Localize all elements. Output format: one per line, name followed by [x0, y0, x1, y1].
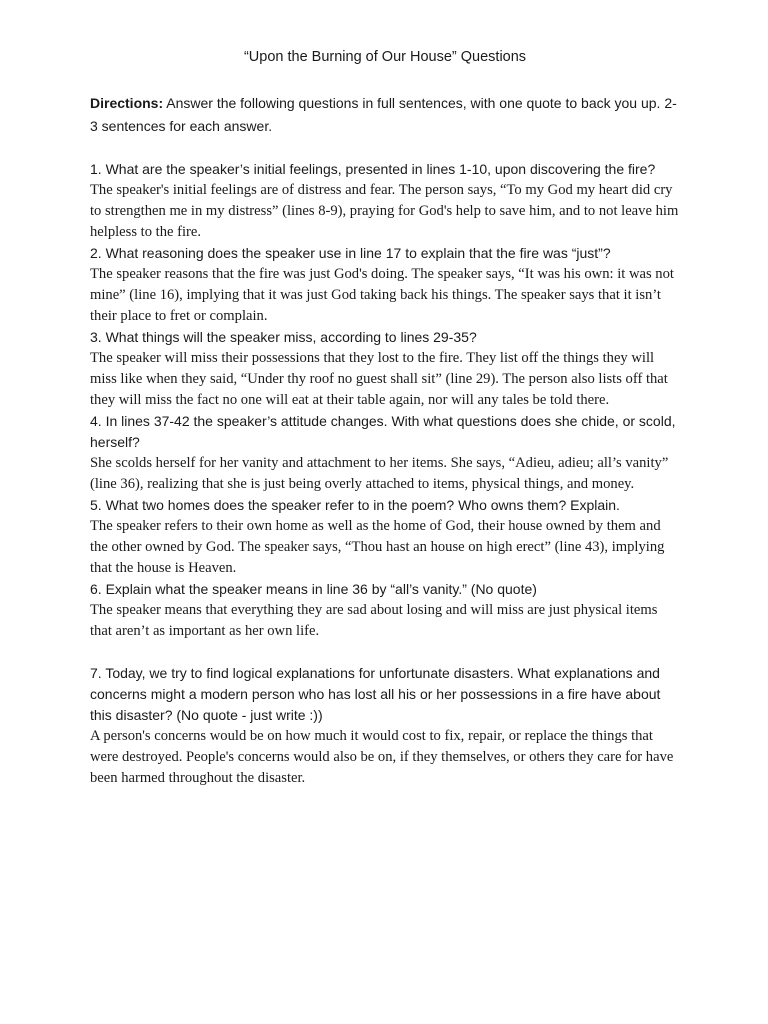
question-block-7	[90, 663, 680, 789]
answer-1: The speaker's initial feelings are of distress and fear. The person says, “To my God my heart did cry to strengthen me in my distress” (lines 8-9), praying for God's help to save him, and to not leave him helpless to the fire.	[90, 182, 679, 240]
directions-label: Directions:	[90, 95, 164, 111]
directions-text: Answer the following questions in full sentences, with one quote to back you up. 2-3 sentences for each answer.	[90, 95, 677, 134]
worksheet-page	[90, 46, 680, 789]
answer-6: The speaker means that everything they are sad about losing and will miss are just physical items that aren’t as important as her own life.	[90, 602, 658, 639]
question-5: 5. What two homes does the speaker refer to in the poem? Who owns them? Explain.	[90, 497, 620, 513]
question-block-6	[90, 579, 680, 642]
answer-5: The speaker refers to their own home as well as the home of God, their house owned by them and the other owned by God. The speaker says, “Thou hast an house on high erect” (line 43), implying that the house is Heaven.	[90, 518, 665, 576]
question-4: 4. In lines 37-42 the speaker’s attitude changes. With what questions does she chide, or scold, herself?	[90, 413, 676, 450]
answer-7: A person's concerns would be on how much it would cost to fix, repair, or replace the things that were destroyed. People's concerns would also be on, if they themselves, or others they care for have been harmed throughout the disaster.	[90, 728, 674, 786]
question-7: 7. Today, we try to find logical explanations for unfortunate disasters. What explanations and concerns might a modern person who has lost all his or her possessions in a fire have about this disaster? (No quote - just write :))	[90, 665, 661, 723]
question-6: 6. Explain what the speaker means in line 36 by “all’s vanity.” (No quote)	[90, 581, 537, 597]
question-2: 2. What reasoning does the speaker use in line 17 to explain that the fire was “just”?	[90, 245, 611, 261]
question-block-2	[90, 243, 680, 327]
directions	[90, 92, 680, 138]
answer-3: The speaker will miss their possessions that they lost to the fire. They list off the things they will miss like when they said, “Under thy roof no guest shall sit” (line 29). The person also lists off that they will miss the fact no one will eat at their table again, nor will any tales be told there.	[90, 350, 668, 408]
page-title: “Upon the Burning of Our House” Questions	[243, 49, 527, 65]
question-block-4	[90, 411, 680, 495]
question-3: 3. What things will the speaker miss, according to lines 29-35?	[90, 329, 477, 345]
answer-2: The speaker reasons that the fire was just God's doing. The speaker says, “It was his own: it was not mine” (line 16), implying that it was just God taking back his things. The speaker says that it isn’t their place to fret or complain.	[90, 266, 674, 324]
section-spacer	[90, 642, 680, 663]
question-block-3	[90, 327, 680, 411]
question-1: 1. What are the speaker’s initial feelings, presented in lines 1-10, upon discovering the fire?	[90, 161, 656, 177]
question-block-1	[90, 159, 680, 243]
question-block-5	[90, 495, 680, 579]
answer-4: She scolds herself for her vanity and attachment to her items. She says, “Adieu, adieu; all’s vanity” (line 36), realizing that she is just being overly attached to items, physical things, and money.	[90, 455, 669, 492]
